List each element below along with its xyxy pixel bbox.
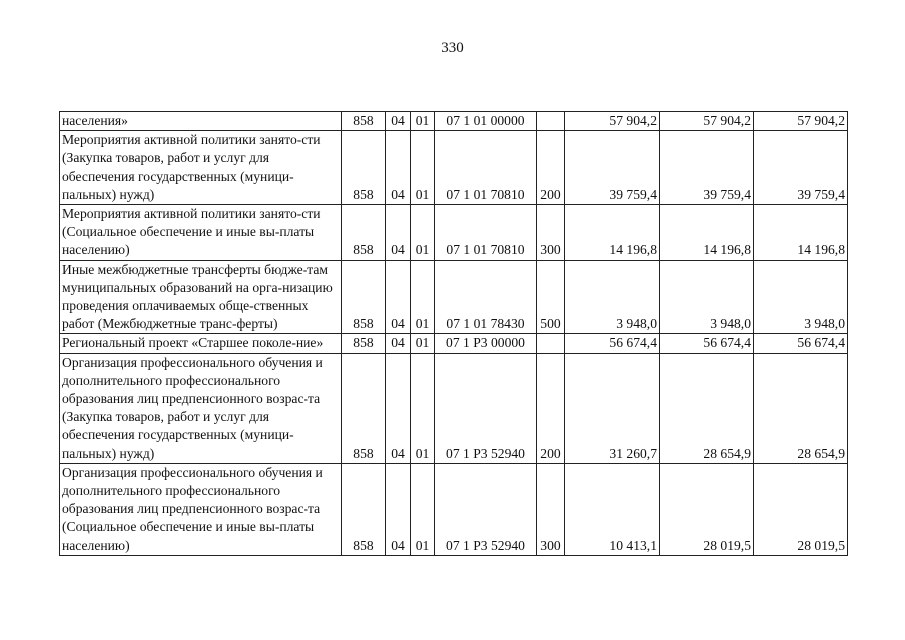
amount-year3-cell: 56 674,4 [754,334,848,353]
amount-year1-cell: 3 948,0 [565,260,660,334]
target-article-cell: 07 1 01 70810 [435,131,537,205]
table-row [60,205,848,261]
ministry-code-cell: 858 [342,260,386,334]
subsection-code-cell: 01 [411,260,435,334]
expense-type-cell [537,334,565,353]
ministry-code-cell: 858 [342,131,386,205]
ministry-code-cell: 858 [342,112,386,131]
ministry-code-cell: 858 [342,463,386,555]
section-code-cell: 04 [386,260,411,334]
subsection-code-cell: 01 [411,131,435,205]
amount-year2-cell: 28 019,5 [660,463,754,555]
expense-type-cell: 200 [537,131,565,205]
amount-year3-cell: 3 948,0 [754,260,848,334]
section-code-cell: 04 [386,334,411,353]
table-row [60,131,848,205]
row-name-cell: населения» [60,112,342,131]
section-code-cell: 04 [386,353,411,463]
amount-year3-cell: 39 759,4 [754,131,848,205]
expense-type-cell: 200 [537,353,565,463]
target-article-cell: 07 1 01 78430 [435,260,537,334]
amount-year2-cell: 3 948,0 [660,260,754,334]
amount-year1-cell: 39 759,4 [565,131,660,205]
amount-year3-cell: 28 019,5 [754,463,848,555]
table-body [60,112,848,556]
target-article-cell: 07 1 P3 52940 [435,463,537,555]
amount-year1-cell: 56 674,4 [565,334,660,353]
amount-year2-cell: 28 654,9 [660,353,754,463]
subsection-code-cell: 01 [411,463,435,555]
expense-type-cell: 300 [537,205,565,261]
table-row [60,463,848,555]
table-row [60,112,848,131]
amount-year1-cell: 31 260,7 [565,353,660,463]
row-name-cell: Региональный проект «Старшее поколе-ние» [60,334,342,353]
subsection-code-cell: 01 [411,205,435,261]
target-article-cell: 07 1 01 00000 [435,112,537,131]
subsection-code-cell: 01 [411,334,435,353]
row-name-cell: Организация профессионального обучения и дополнительного профессионального образования лиц предпенсионного возрас-та (Социальное обеспечение и иные вы-платы населению) [60,463,342,555]
row-name-cell: Мероприятия активной политики занято-сти (Социальное обеспечение и иные вы-платы населению) [60,205,342,261]
amount-year3-cell: 14 196,8 [754,205,848,261]
amount-year3-cell: 57 904,2 [754,112,848,131]
section-code-cell: 04 [386,112,411,131]
expense-type-cell: 500 [537,260,565,334]
table-row [60,334,848,353]
target-article-cell: 07 1 01 70810 [435,205,537,261]
ministry-code-cell: 858 [342,334,386,353]
amount-year1-cell: 57 904,2 [565,112,660,131]
amount-year2-cell: 14 196,8 [660,205,754,261]
page-number: 330 [441,40,464,56]
row-name-cell: Мероприятия активной политики занято-сти (Закупка товаров, работ и услуг для обеспечения государственных (муници-пальных) нужд) [60,131,342,205]
expense-type-cell: 300 [537,463,565,555]
expense-type-cell [537,112,565,131]
subsection-code-cell: 01 [411,353,435,463]
amount-year3-cell: 28 654,9 [754,353,848,463]
row-name-cell: Организация профессионального обучения и дополнительного профессионального образования лиц предпенсионного возрас-та (Закупка товаров, работ и услуг для обеспечения государственных (муници-пальных) нужд) [60,353,342,463]
section-code-cell: 04 [386,131,411,205]
amount-year1-cell: 10 413,1 [565,463,660,555]
budget-table [59,111,848,556]
section-code-cell: 04 [386,463,411,555]
section-code-cell: 04 [386,205,411,261]
target-article-cell: 07 1 P3 00000 [435,334,537,353]
amount-year2-cell: 39 759,4 [660,131,754,205]
ministry-code-cell: 858 [342,205,386,261]
amount-year2-cell: 57 904,2 [660,112,754,131]
row-name-cell: Иные межбюджетные трансферты бюдже-там муниципальных образований на орга-низацию проведения оплачиваемых обще-ственных работ (Межбюджетные транс-ферты) [60,260,342,334]
amount-year1-cell: 14 196,8 [565,205,660,261]
ministry-code-cell: 858 [342,353,386,463]
amount-year2-cell: 56 674,4 [660,334,754,353]
subsection-code-cell: 01 [411,112,435,131]
table-row [60,353,848,463]
table-row [60,260,848,334]
target-article-cell: 07 1 P3 52940 [435,353,537,463]
